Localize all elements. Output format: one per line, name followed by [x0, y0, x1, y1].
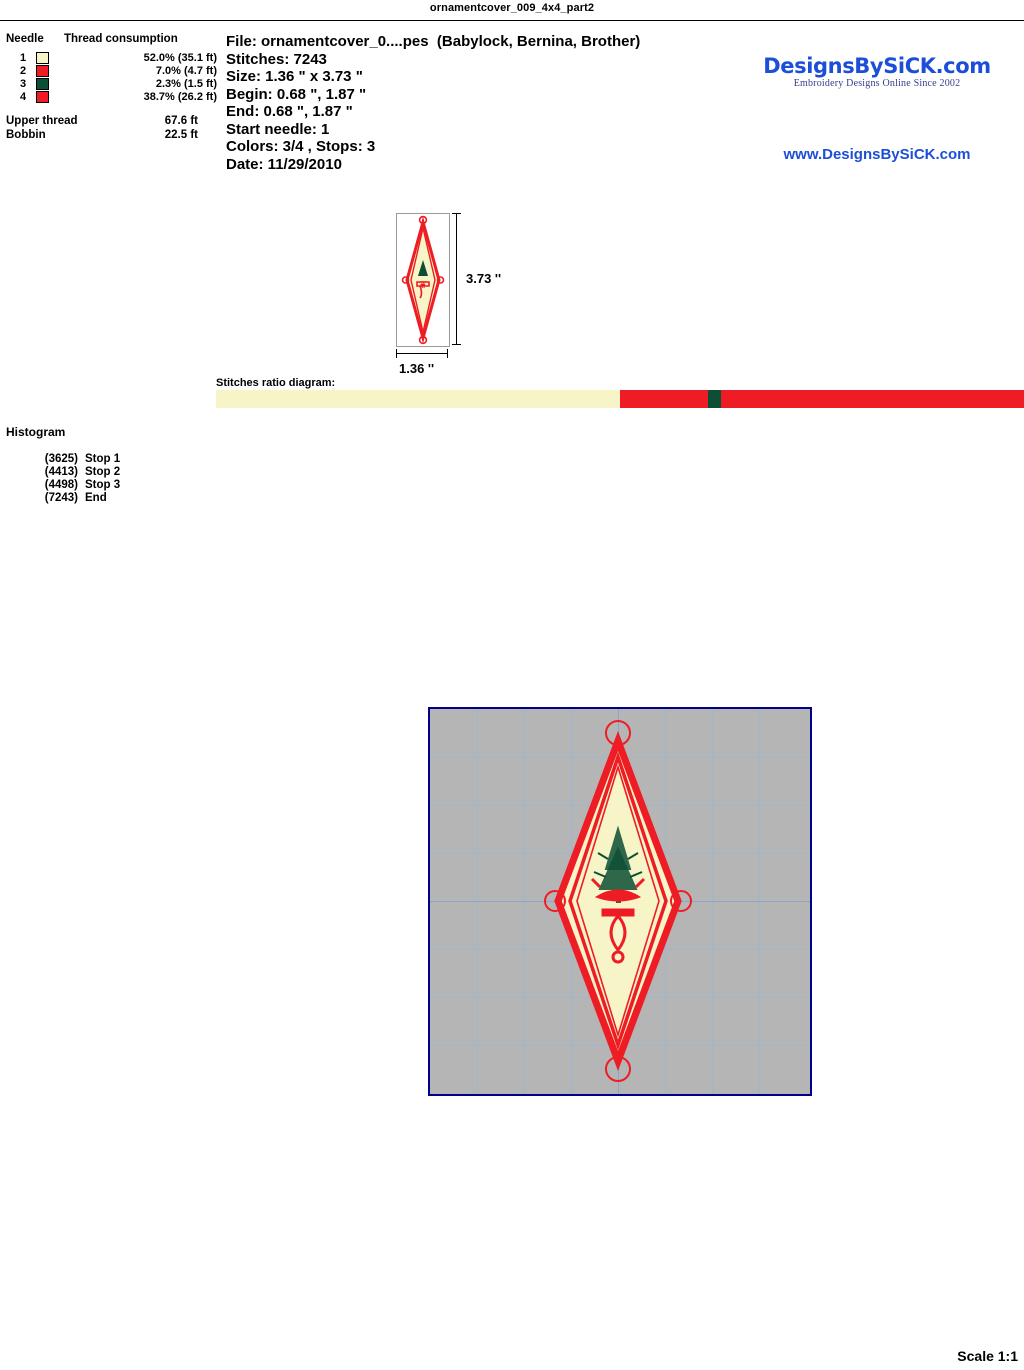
list-item: [6, 453, 120, 466]
website-url: www.DesignsBySiCK.com: [783, 146, 971, 163]
list-item: [6, 479, 120, 492]
ratio-segment: [620, 390, 708, 408]
histogram-list: [6, 453, 120, 505]
table-row: [6, 90, 221, 103]
thread-percent: 38.7% (26.2 ft): [143, 90, 217, 103]
height-dimension-line: [456, 213, 458, 345]
ratio-diagram-label: Stitches ratio diagram:: [216, 377, 336, 389]
start-needle-line: Start needle: 1: [226, 120, 330, 138]
needle-number: 2: [20, 64, 27, 77]
width-dimension-line: [396, 353, 448, 355]
needle-table-header: [6, 33, 221, 45]
size-line: Size: 1.36 " x 3.73 ": [226, 68, 363, 85]
color-swatch: [36, 78, 49, 90]
brand-logo: [752, 55, 1002, 89]
colors-line: Colors: 3/4 , Stops: 3: [226, 138, 376, 155]
design-preview: [428, 707, 812, 1096]
histogram-count: (7243): [44, 492, 78, 504]
logo-tagline: Embroidery Designs Online Since 2002: [793, 78, 961, 89]
bobbin-value: 22.5 ft: [164, 129, 198, 141]
list-item: [6, 466, 120, 479]
table-row: [6, 51, 221, 64]
bobbin-total: [6, 129, 221, 143]
upper-thread-total: [6, 115, 221, 129]
histogram-label: Stop 3: [85, 479, 121, 491]
color-swatch: [36, 91, 49, 103]
thread-totals: [6, 115, 221, 143]
histogram-label: End: [85, 492, 107, 504]
consumption-column-header: Thread consumption: [64, 33, 178, 45]
ratio-segment: [216, 390, 620, 408]
end-line: End: 0.68 ", 1.87 ": [226, 103, 353, 120]
thumbnail-design-icon: [397, 214, 449, 346]
color-swatch: [36, 65, 49, 77]
svg-text:❦: ❦: [418, 280, 428, 291]
ratio-segment: [708, 390, 721, 408]
logo-text: DesignsBySiCK.com: [763, 54, 991, 78]
needle-thread-table: [6, 33, 221, 143]
embroidery-design-render: [430, 709, 806, 1090]
scale-label: Scale 1:1: [957, 1348, 1018, 1364]
upper-thread-label: Upper thread: [6, 115, 78, 127]
date-line: Date: 11/29/2010: [226, 155, 342, 173]
ratio-segment: [721, 390, 1024, 408]
file-name-line: File: ornamentcover_0....pes (Babylock, Bernina, Brother): [226, 33, 641, 50]
histogram-count: (4413): [44, 466, 78, 478]
thread-percent: 7.0% (4.7 ft): [155, 64, 217, 77]
thumbnail-area: [396, 213, 526, 376]
histogram-count: (3625): [44, 453, 78, 465]
upper-thread-value: 67.6 ft: [164, 115, 198, 127]
thread-percent: 2.3% (1.5 ft): [155, 77, 217, 90]
needle-rows: [6, 51, 221, 103]
histogram-label: Stop 1: [85, 453, 121, 465]
stitches-line: Stitches: 7243: [226, 50, 327, 68]
begin-line: Begin: 0.68 ", 1.87 ": [226, 85, 367, 103]
page-title: ornamentcover_009_4x4_part2: [429, 2, 595, 14]
table-row: [6, 77, 221, 90]
stitches-ratio-bar: [216, 390, 1024, 408]
file-info-block: [226, 33, 640, 173]
histogram-title: Histogram: [6, 425, 66, 439]
needle-number: 1: [20, 51, 27, 64]
height-dimension-label: 3.73 '': [466, 271, 502, 286]
needle-column-header: Needle: [6, 33, 44, 45]
header-divider: [0, 20, 1024, 21]
width-dimension-label: 1.36 '': [399, 361, 435, 376]
thread-percent: 52.0% (35.1 ft): [143, 51, 217, 64]
design-thumbnail: [396, 213, 450, 347]
list-item: [6, 492, 120, 505]
needle-number: 3: [20, 77, 27, 90]
bobbin-label: Bobbin: [6, 129, 46, 141]
histogram-label: Stop 2: [85, 466, 121, 478]
color-swatch: [36, 52, 49, 64]
needle-number: 4: [20, 90, 27, 103]
table-row: [6, 64, 221, 77]
histogram-count: (4498): [44, 479, 78, 491]
